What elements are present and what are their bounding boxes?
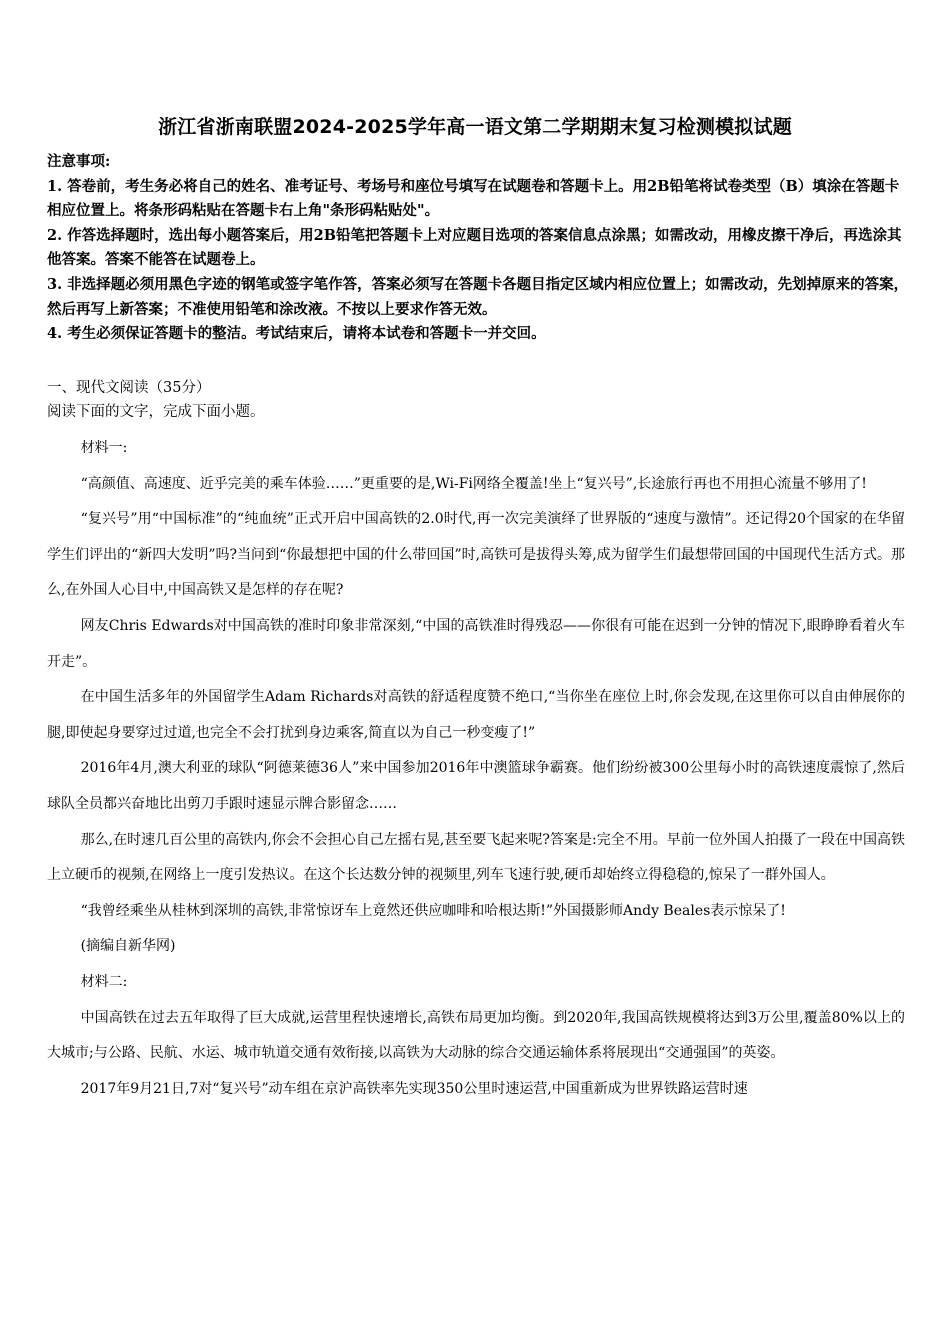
section-instruction: 阅读下面的文字，完成下面小题。 <box>47 404 265 420</box>
notice-block <box>47 150 913 347</box>
paragraph: “我曾经乘坐从桂林到深圳的高铁,非常惊讶车上竟然还供应咖啡和哈根达斯!”外国摄影师Andy Beales表示惊呆了! <box>80 902 786 919</box>
paragraph: 在中国生活多年的外国留学生Adam Richards对高铁的舒适程度赞不绝口,“当你坐在座位上时,你会发现,在这里你可以自由伸展你的腿,即使起身要穿过过道,也完全不会打扰到身边乘客,简直以为自己一秒变瘦了!” <box>47 689 905 741</box>
paragraph: 中国高铁在过去五年取得了巨大成就,运营里程快速增长,高铁布局更加均衡。到2020年,我国高铁规模将达到3万公里,覆盖80%以上的大城市;与公路、民航、水运、城市轨道交通有效衔接,以高铁为大动脉的综合交通运输体系将展现出“交通强国”的英姿。 <box>47 1009 905 1062</box>
section-heading: 一、现代文阅读（35分） <box>47 380 211 396</box>
notice-item: 2. 作答选择题时，选出每小题答案后，用2B铅笔把答题卡上对应题目选项的答案信息点涂黑；如需改动，用橡皮擦干净后，再选涂其他答案。答案不能答在试题卷上。 <box>47 226 902 269</box>
material-label: 材料二: <box>80 973 128 990</box>
section-header <box>47 376 265 424</box>
paragraph: “复兴号”用“中国标准”的“纯血统”正式开启中国高铁的2.0时代,再一次完美演绎了世界版的“速度与激情”。还记得20个国家的在华留学生们评出的“新四大发明”吗?当问到“你最想把中国的什么带回国”时,高铁可是拔得头筹,成为留学生们最想带回国的中国现代生活方式。那么,在外国人心目中,中国高铁又是怎样的存在呢? <box>47 511 905 599</box>
paragraph: 那么,在时速几百公里的高铁内,你会不会担心自己左摇右晃,甚至要飞起来呢?答案是:完全不用。早前一位外国人拍摄了一段在中国高铁上立硬币的视频,在网络上一度引发热议。在这个长达数分钟的视频里,列车飞速行驶,硬币却始终立得稳稳的,惊呆了一群外国人。 <box>47 831 905 884</box>
paragraph: 网友Chris Edwards对中国高铁的准时印象非常深刻,“中国的高铁准时得残忍——你很有可能在迟到一分钟的情况下,眼睁睁看着火车开走”。 <box>47 617 905 670</box>
paragraph: 2017年9月21日,7对“复兴号”动车组在京沪高铁率先实现350公里时速运营,中国重新成为世界铁路运营时速 <box>80 1080 748 1097</box>
paragraph: “高颜值、高速度、近乎完美的乘车体验……”更重要的是,Wi-Fi网络全覆盖!坐上“复兴号”,长途旅行再也不用担心流量不够用了! <box>80 475 867 492</box>
reading-passage <box>47 431 905 1107</box>
material-label: 材料一: <box>80 440 128 456</box>
notice-heading: 注意事项: <box>47 153 111 170</box>
source-note: (摘编自新华网) <box>80 938 176 955</box>
notice-item: 3. 非选择题必须用黑色字迹的钢笔或签字笔作答，答案必须写在答题卡各题目指定区域内相应位置上；如需改动，先划掉原来的答案，然后再写上新答案；不准使用铅笔和涂改液。不按以上要求作答无效。 <box>47 275 909 318</box>
notice-item: 1. 答卷前，考生务必将自己的姓名、准考证号、考场号和座位号填写在试题卷和答题卡上。用2B铅笔将试卷类型（B）填涂在答题卡相应位置上。将条形码粘贴在答题卡右上角"条形码粘贴处"。 <box>47 177 900 220</box>
page-title: 浙江省浙南联盟2024-2025学年高一语文第二学期期末复习检测模拟试题 <box>158 116 792 138</box>
notice-item: 4. 考生必须保证答题卡的整洁。考试结束后，请将本试卷和答题卡一并交回。 <box>47 325 546 343</box>
paragraph: 2016年4月,澳大利亚的球队“阿德莱德36人”来中国参加2016年中澳篮球争霸赛。他们纷纷被300公里每小时的高铁速度震惊了,然后球队全员都兴奋地比出剪刀手跟时速显示牌合影留念…… <box>47 760 905 812</box>
